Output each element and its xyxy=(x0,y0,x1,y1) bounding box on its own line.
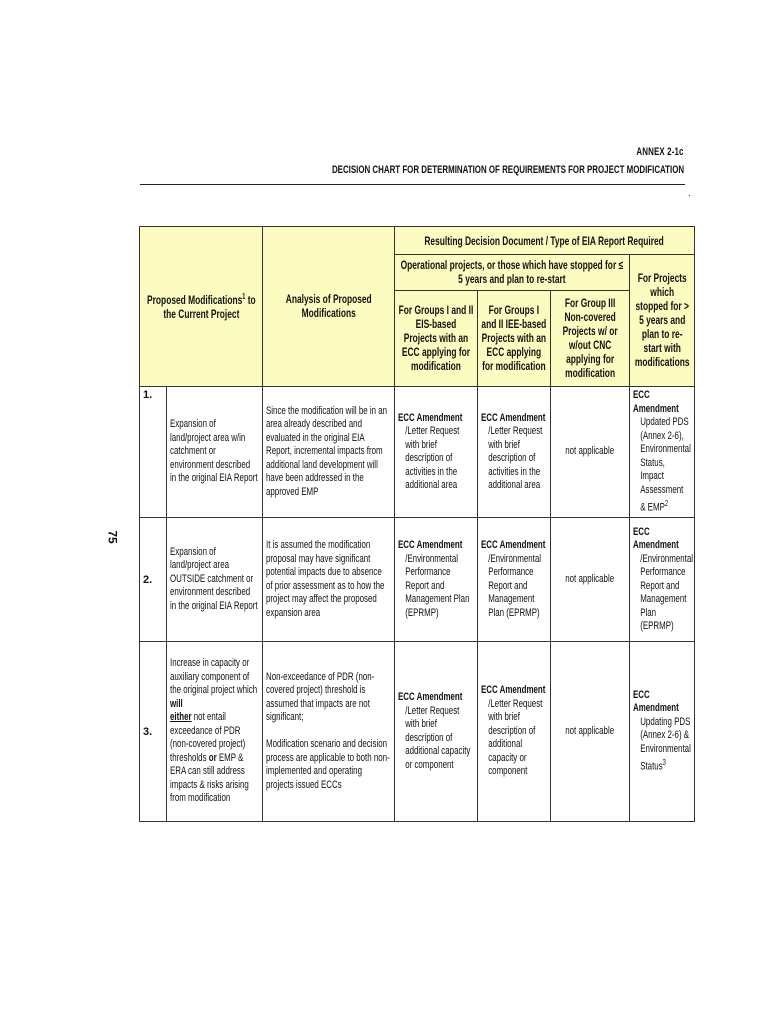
proposed-text-or: or xyxy=(208,751,217,764)
title-underline xyxy=(140,184,685,185)
proposed-cell: Expansion of land/project area OUTSIDE catchment or environment described in the original EIA Report xyxy=(167,518,263,642)
iee-requirement: /Environmental Performance Report and Management Plan (EPRMP) xyxy=(488,552,542,619)
footnote-2-marker: 2 xyxy=(664,499,669,508)
ecc-amendment-label: ECC Amendment xyxy=(481,539,546,552)
ecc-amendment-label: ECC Amendment xyxy=(633,688,679,715)
page-number: 75 xyxy=(105,530,120,544)
header-proposed-modifications xyxy=(140,227,263,387)
annex-label: ANNEX 2-1c xyxy=(636,146,684,158)
analysis-text-b: Modification scenario and decision process are applicable to both non-implemented and operating projects issued ECCs xyxy=(266,738,390,791)
proposed-cell: Expansion of land/project area w/in catchment or environment described in the original EIA Report xyxy=(167,387,263,518)
header-group-3: For Group III Non-covered Projects w/ or w/out CNC applying for modification xyxy=(551,291,630,387)
group3-cell: not applicable xyxy=(551,642,630,822)
header-analysis: Analysis of Proposed Modifications xyxy=(263,227,395,387)
header-groups-iee: For Groups I and II IEE-based Projects with an ECC applying for modification xyxy=(478,291,551,387)
ecc-amendment-label: ECC Amendment xyxy=(633,525,679,552)
ecc-amendment-label: ECC Amendment xyxy=(398,691,463,704)
eis-requirement: /Letter Request with brief description of activities in the additional area xyxy=(405,425,460,492)
table-row xyxy=(140,642,695,822)
document-title: DECISION CHART FOR DETERMINATION OF REQUIREMENTS FOR PROJECT MODIFICATION xyxy=(331,164,684,176)
group3-cell: not applicable xyxy=(551,387,630,518)
iee-cell xyxy=(478,387,551,518)
eis-cell xyxy=(395,387,478,518)
analysis-cell xyxy=(263,642,395,822)
iee-requirement: /Letter Request with brief description of activities in the additional area xyxy=(488,425,543,492)
eis-requirement: /Environmental Performance Report and Management Plan (EPRMP) xyxy=(405,552,470,619)
proposed-cell xyxy=(167,642,263,822)
stopped-requirement: Updating PDS (Annex 2-6) & Environmental Status xyxy=(640,715,691,773)
ecc-amendment-label: ECC Amendment xyxy=(633,389,679,415)
header-proposed-label: Proposed Modifications xyxy=(146,293,242,307)
analysis-text-a: Non-exceedance of PDR (non-covered project) threshold is assumed that impacts are not significant; xyxy=(266,670,375,724)
eis-cell xyxy=(395,518,478,642)
stopped-requirement: /Environmental Performance Report and Management Plan (EPRMP) xyxy=(640,552,694,633)
ecc-amendment-label: ECC Amendment xyxy=(481,411,546,424)
header-stopped-projects: For Projects which stopped for > 5 years and plan to re-start with modifications xyxy=(630,255,695,387)
header-operational-projects: Operational projects, or those which have stopped for ≤ 5 years and plan to re-start xyxy=(395,255,630,291)
analysis-cell: Since the modification will be in an area already described and evaluated in the original EIA Report, incremental impacts from additional land development will have been addressed in the approved EMP xyxy=(263,387,395,518)
stopped-cell xyxy=(630,387,695,518)
iee-cell xyxy=(478,642,551,822)
eis-cell xyxy=(395,642,478,822)
header-proposed-rest: to the Current Project xyxy=(162,293,256,321)
group3-cell: not applicable xyxy=(551,518,630,642)
footnote-1-marker: 1 xyxy=(241,292,246,301)
proposed-text-a: Increase in capacity or auxiliary component of the original project which xyxy=(170,657,258,697)
proposed-text-will: will xyxy=(170,697,183,710)
iee-requirement: /Letter Request with brief description of additional capacity or component xyxy=(488,697,543,778)
analysis-cell: It is assumed the modification proposal may have significant potential impacts due to absence of prior assessment as to how the project may affect the proposed expansion area xyxy=(263,518,395,642)
ecc-amendment-label: ECC Amendment xyxy=(398,411,463,424)
header-groups-eis: For Groups I and II EIS-based Projects with an ECC applying for modification xyxy=(395,291,478,387)
proposed-text-either: either xyxy=(170,711,192,724)
proposed-text-d: not entail exceedance of PDR (non-covered project) thresholds xyxy=(170,711,246,764)
decision-chart-table xyxy=(139,226,695,822)
iee-cell xyxy=(478,518,551,642)
row-number: 3. xyxy=(140,642,167,822)
row-number: 1. xyxy=(140,387,167,518)
stopped-cell xyxy=(630,642,695,822)
header-resulting-decision: Resulting Decision Document / Type of EIA Report Required xyxy=(395,227,695,255)
row-number: 2. xyxy=(140,518,167,642)
ecc-amendment-label: ECC Amendment xyxy=(398,539,463,552)
stopped-requirement: Updated PDS (Annex 2-6), Environmental Status, Impact Assessment & EMP xyxy=(640,416,691,514)
table-row xyxy=(140,518,695,642)
footnote-3-marker: 3 xyxy=(662,758,666,768)
stray-dot: . xyxy=(688,188,691,199)
table-row xyxy=(140,387,695,518)
ecc-amendment-label: ECC Amendment xyxy=(481,684,546,697)
proposed-text-f: EMP & ERA can still address impacts & risks arising from modification xyxy=(170,751,249,805)
eis-requirement: /Letter Request with brief description of additional capacity or component xyxy=(405,704,471,771)
stopped-cell xyxy=(630,518,695,642)
